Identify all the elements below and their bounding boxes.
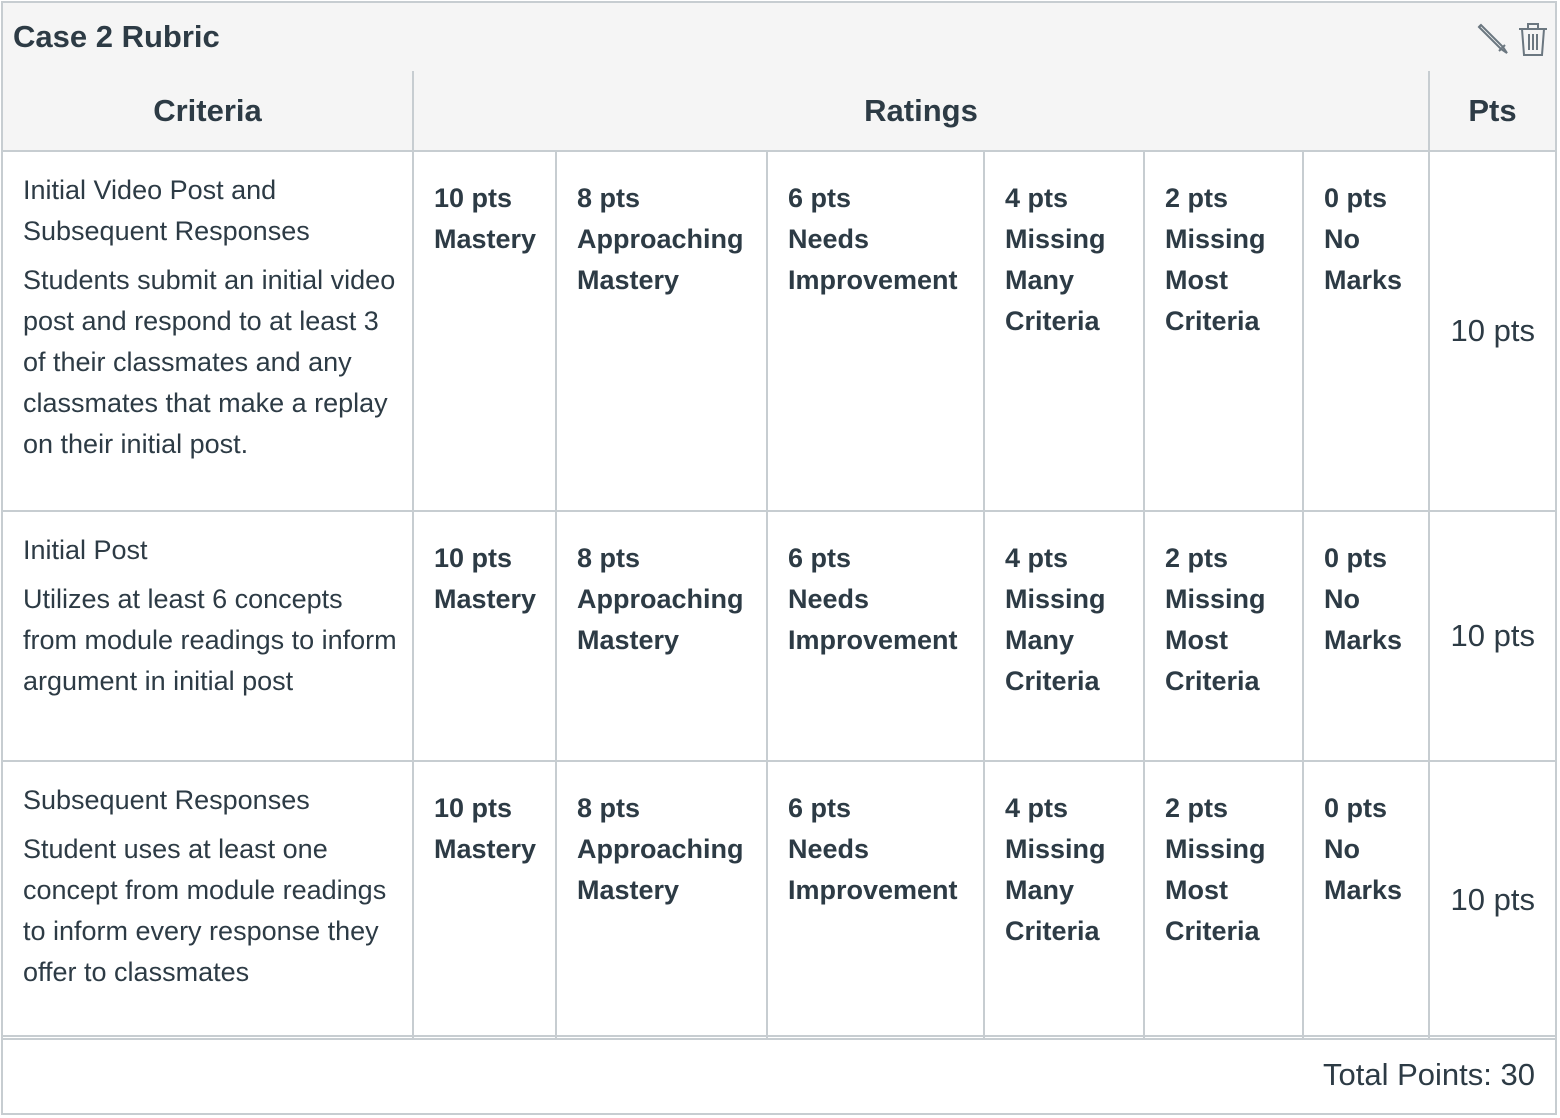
criterion-row [3,151,1555,511]
rating-cell [413,761,556,1039]
criteria-header: Criteria [3,71,413,151]
criterion-title: Initial Video Post and Subsequent Responses [23,175,310,246]
rating-cell [767,151,984,511]
rating-label: No Marks [1324,834,1403,905]
rating-cell [413,151,556,511]
criterion-cell [3,511,413,761]
rating-label: Approaching Mastery [577,584,744,655]
rating-points: 8 pts [577,183,641,213]
criterion-points: 10 pts [1429,151,1555,511]
rating-label: Needs Improvement [788,834,958,905]
rating-points: 0 pts [1324,793,1388,823]
rating-points: 4 pts [1005,793,1069,823]
rating-points: 2 pts [1165,183,1229,213]
rating-cell [413,511,556,761]
rubric-title: Case 2 Rubric [13,19,220,54]
rubric-footer [3,1035,1555,1113]
rating-points: 6 pts [788,183,852,213]
rating-points: 10 pts [434,543,513,573]
rating-label: No Marks [1324,584,1403,655]
criterion-description: Utilizes at least 6 concepts from module readings to inform argument in initial post [23,584,397,696]
rating-points: 8 pts [577,793,641,823]
rating-label: Missing Many Criteria [1005,584,1106,696]
pts-header: Pts [1429,71,1555,151]
rating-points: 10 pts [434,793,513,823]
criterion-title: Subsequent Responses [23,785,310,815]
edit-rubric-button[interactable] [1475,19,1511,59]
rating-label: Missing Most Criteria [1165,584,1266,696]
rating-cell [984,151,1144,511]
rating-points: 4 pts [1005,183,1069,213]
criterion-points: 10 pts [1429,511,1555,761]
rating-cell [767,511,984,761]
rating-label: Missing Most Criteria [1165,834,1266,946]
rating-cell [556,151,767,511]
rating-points: 4 pts [1005,543,1069,573]
criterion-description: Students submit an initial video post and respond to at least 3 of their classmates and any classmates that make a replay on their initial post. [23,265,396,459]
pencil-icon [1475,19,1511,59]
rating-cell [767,761,984,1039]
trash-icon [1515,19,1551,59]
criterion-points: 10 pts [1429,761,1555,1039]
rating-cell [1144,761,1303,1039]
criterion-row [3,511,1555,761]
rating-cell [984,511,1144,761]
criterion-cell [3,761,413,1039]
rating-cell [1303,511,1429,761]
rating-label: Mastery [434,224,537,254]
rating-points: 6 pts [788,543,852,573]
rating-cell [984,761,1144,1039]
rubric-table [3,71,1555,1040]
rating-cell [556,761,767,1039]
rating-label: Missing Many Criteria [1005,224,1106,336]
criterion-row [3,761,1555,1039]
rating-label: Approaching Mastery [577,224,744,295]
total-points: Total Points: 30 [1323,1057,1535,1092]
delete-rubric-button[interactable] [1515,19,1551,59]
rubric-panel [1,1,1557,1115]
rating-points: 0 pts [1324,183,1388,213]
criterion-cell [3,151,413,511]
rating-cell [556,511,767,761]
rating-label: Mastery [434,584,537,614]
rating-label: Approaching Mastery [577,834,744,905]
rating-points: 8 pts [577,543,641,573]
table-header-row [3,71,1555,151]
rating-cell [1303,761,1429,1039]
rating-points: 2 pts [1165,793,1229,823]
rating-label: Mastery [434,834,537,864]
rating-label: Missing Most Criteria [1165,224,1266,336]
rating-points: 2 pts [1165,543,1229,573]
rating-label: Needs Improvement [788,584,958,655]
rating-cell [1144,151,1303,511]
rating-label: Missing Many Criteria [1005,834,1106,946]
rating-points: 6 pts [788,793,852,823]
rating-cell [1303,151,1429,511]
rubric-title-bar [3,3,1555,73]
rating-points: 0 pts [1324,543,1388,573]
rating-label: Needs Improvement [788,224,958,295]
rating-cell [1144,511,1303,761]
criterion-title: Initial Post [23,535,148,565]
ratings-header: Ratings [413,71,1429,151]
rating-label: No Marks [1324,224,1403,295]
rating-points: 10 pts [434,183,513,213]
criterion-description: Student uses at least one concept from module readings to inform every response they offer to classmates [23,834,387,987]
